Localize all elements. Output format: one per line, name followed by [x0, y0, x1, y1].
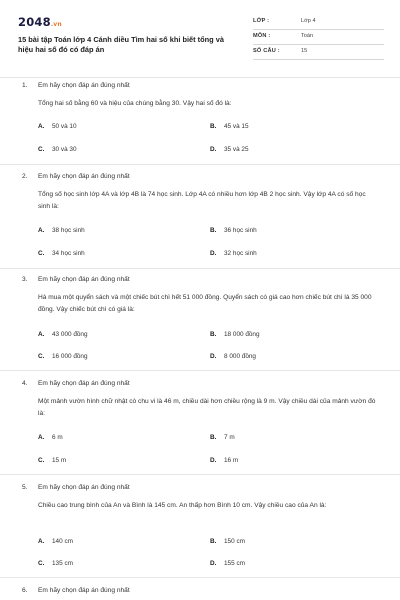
option-text: 35 và 25	[224, 146, 249, 153]
option-a[interactable]	[38, 434, 63, 441]
meta-value: 15	[301, 48, 308, 54]
option-text: 16 000 đồng	[52, 353, 88, 360]
option-text: 30 và 30	[52, 146, 77, 153]
option-d[interactable]	[210, 250, 257, 257]
question-text: Tổng số học sinh lớp 4A và lớp 4B là 74 học sinh. Lớp 4A có nhiều hơn lớp 4B 2 học sinh. Vậy lớp 4A có số học sinh là:	[38, 191, 366, 210]
option-d[interactable]	[210, 146, 249, 153]
option-letter: A.	[38, 123, 45, 130]
option-text: 155 cm	[224, 560, 245, 567]
question-number: 1.	[22, 82, 28, 89]
option-text: 7 m	[224, 434, 235, 441]
question-instruction: Em hãy chọn đáp án đúng nhất	[38, 173, 130, 180]
option-text: 135 cm	[52, 560, 73, 567]
option-text: 8 000 đồng	[224, 353, 256, 360]
question-number: 4.	[22, 380, 28, 387]
meta-row-subject	[253, 30, 384, 45]
meta-key: SỐ CÂU :	[253, 48, 280, 54]
question-instruction: Em hãy chọn đáp án đúng nhất	[38, 276, 130, 283]
option-c[interactable]	[38, 560, 73, 567]
option-letter: D.	[210, 146, 217, 153]
option-letter: C.	[38, 457, 45, 464]
question-separator	[0, 268, 400, 269]
option-text: 38 học sinh	[52, 227, 85, 234]
option-text: 6 m	[52, 434, 63, 441]
option-text: 50 và 10	[52, 123, 77, 130]
option-letter: C.	[38, 250, 45, 257]
question-number: 3.	[22, 276, 28, 283]
option-letter: A.	[38, 434, 45, 441]
option-b[interactable]	[210, 434, 235, 441]
worksheet-header	[18, 15, 384, 67]
site-logo[interactable]	[18, 15, 62, 29]
option-letter: A.	[38, 538, 45, 545]
option-letter: C.	[38, 146, 45, 153]
option-letter: B.	[210, 434, 217, 441]
worksheet-title: 15 bài tập Toán lớp 4 Cánh diều Tìm hai số khi biết tổng và hiệu hai số đó có đáp án	[18, 35, 224, 55]
meta-value: Toán	[301, 33, 314, 39]
option-letter: A.	[38, 227, 45, 234]
option-a[interactable]	[38, 331, 88, 338]
option-a[interactable]	[38, 538, 73, 545]
meta-row-count	[253, 45, 384, 60]
option-letter: B.	[210, 538, 217, 545]
question-separator	[0, 577, 400, 578]
question-instruction: Em hãy chọn đáp án đúng nhất	[38, 587, 130, 594]
option-text: 16 m	[224, 457, 239, 464]
option-c[interactable]	[38, 250, 85, 257]
logo-main: 2048	[18, 15, 51, 29]
option-d[interactable]	[210, 353, 256, 360]
option-b[interactable]	[210, 331, 260, 338]
question-separator	[0, 370, 400, 371]
question-instruction: Em hãy chọn đáp án đúng nhất	[38, 484, 130, 491]
worksheet-meta	[253, 15, 384, 60]
option-text: 15 m	[52, 457, 67, 464]
question-number: 6.	[22, 587, 28, 594]
option-text: 43 000 đồng	[52, 331, 88, 338]
option-d[interactable]	[210, 560, 245, 567]
option-b[interactable]	[210, 227, 257, 234]
option-c[interactable]	[38, 457, 66, 464]
question-number: 2.	[22, 173, 28, 180]
option-d[interactable]	[210, 457, 238, 464]
question-separator	[0, 164, 400, 165]
option-letter: D.	[210, 250, 217, 257]
option-text: 34 học sinh	[52, 250, 85, 257]
logo-suffix: .vn	[50, 21, 62, 28]
option-b[interactable]	[210, 123, 249, 130]
option-c[interactable]	[38, 353, 88, 360]
option-letter: B.	[210, 123, 217, 130]
option-letter: A.	[38, 331, 45, 338]
question-text: Một mảnh vườn hình chữ nhật có chu vi là 46 m, chiều dài hơn chiều rộng là 9 m. Vậy chiều dài của mảnh vườn đó là:	[38, 398, 376, 417]
option-letter: D.	[210, 560, 217, 567]
option-text: 140 cm	[52, 538, 73, 545]
option-letter: C.	[38, 560, 45, 567]
option-text: 18 000 đồng	[224, 331, 260, 338]
option-text: 45 và 15	[224, 123, 249, 130]
question-text: Tổng hai số bằng 60 và hiệu của chúng bằng 30. Vậy hai số đó là:	[38, 100, 232, 107]
option-letter: B.	[210, 227, 217, 234]
question-text: Chiều cao trung bình của An và Bình là 145 cm. An thấp hơn Bình 10 cm. Vậy chiều cao của An là:	[38, 502, 327, 509]
option-letter: C.	[38, 353, 45, 360]
option-text: 36 học sinh	[224, 227, 257, 234]
option-letter: B.	[210, 331, 217, 338]
question-text: Hà mua một quyển sách và một chiếc bút chì hết 51 000 đồng. Quyển sách có giá cao hơn chiếc bút chì là 35 000 đồng. Vậy chiếc bút chì có giá là:	[38, 294, 372, 313]
option-letter: D.	[210, 353, 217, 360]
option-b[interactable]	[210, 538, 245, 545]
question-number: 5.	[22, 484, 28, 491]
option-text: 32 học sinh	[224, 250, 257, 257]
question-instruction: Em hãy chọn đáp án đúng nhất	[38, 82, 130, 89]
option-a[interactable]	[38, 227, 85, 234]
meta-key: LỚP :	[253, 18, 270, 24]
question-separator	[0, 474, 400, 475]
meta-row-grade	[253, 15, 384, 30]
option-a[interactable]	[38, 123, 77, 130]
option-letter: D.	[210, 457, 217, 464]
question-instruction: Em hãy chọn đáp án đúng nhất	[38, 380, 130, 387]
option-text: 150 cm	[224, 538, 245, 545]
meta-key: MÔN :	[253, 33, 271, 39]
option-c[interactable]	[38, 146, 77, 153]
meta-value: Lớp 4	[301, 18, 316, 24]
header-divider	[0, 77, 400, 78]
